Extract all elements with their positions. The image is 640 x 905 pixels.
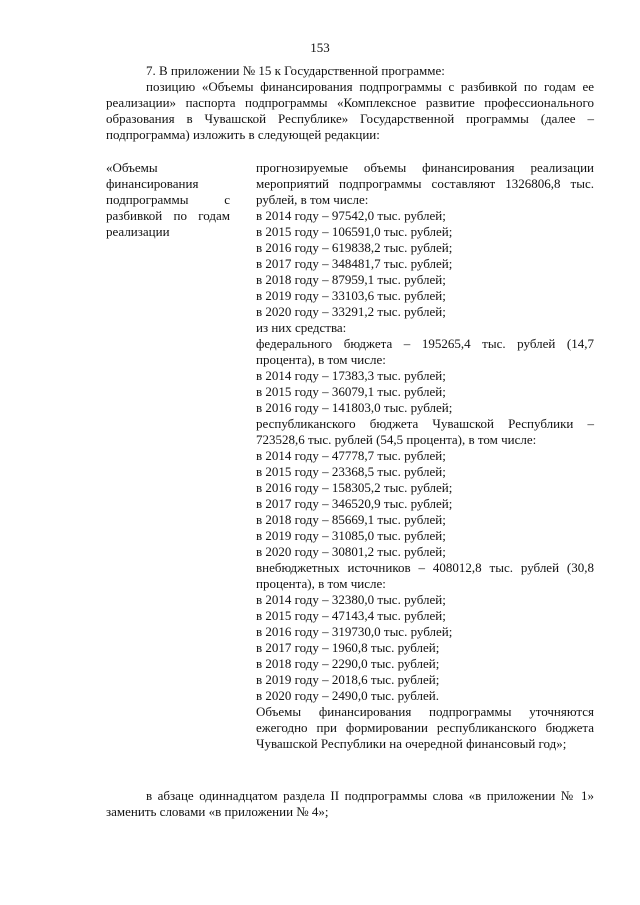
- offbudget-year-item: в 2016 году – 319730,0 тыс. рублей;: [256, 624, 453, 639]
- total-funding: прогнозируемые объемы финансирования реализации мероприятий подпрограммы составляют 1326806,8 тыс. рублей, в том числе:: [256, 160, 594, 207]
- total-year-item: в 2019 году – 33103,6 тыс. рублей;: [256, 288, 446, 303]
- republic-year-item: в 2019 году – 31085,0 тыс. рублей;: [256, 528, 446, 543]
- total-year-item: в 2017 году – 348481,7 тыс. рублей;: [256, 256, 453, 271]
- total-year-item: в 2016 году – 619838,2 тыс. рублей;: [256, 240, 453, 255]
- sources-label: из них средства:: [256, 320, 347, 335]
- intro-heading: 7. В приложении № 15 к Государственной программе:: [146, 63, 445, 78]
- republic-funding: республиканского бюджета Чувашской Республики – 723528,6 тыс. рублей (54,5 процента), в том числе:: [256, 416, 594, 447]
- intro-text: позицию «Объемы финансирования подпрограммы с разбивкой по годам ее реализации» паспорта подпрограммы «Комплексное развитие профессионального образования в Чувашской Республике» Государственной программы (далее – подпрограмма) изложить в следующей редакции:: [106, 79, 594, 142]
- total-year-item: в 2018 году – 87959,1 тыс. рублей;: [256, 272, 446, 287]
- closing-note: Объемы финансирования подпрограммы уточняются ежегодно при формировании республиканского бюджета Чувашской Республики на очередной финансовый год»;: [256, 704, 594, 751]
- republic-years-list: [256, 448, 594, 560]
- offbudget-year-item: в 2020 году – 2490,0 тыс. рублей.: [256, 688, 439, 703]
- footer-text: в абзаце одиннадцатом раздела II подпрограммы слова «в приложении № 1» заменить словами «в приложении № 4»;: [106, 788, 594, 819]
- offbudget-years-list: [256, 592, 594, 704]
- federal-year-item: в 2016 году – 141803,0 тыс. рублей;: [256, 400, 453, 415]
- federal-year-item: в 2015 году – 36079,1 тыс. рублей;: [256, 384, 446, 399]
- republic-year-item: в 2014 году – 47778,7 тыс. рублей;: [256, 448, 446, 463]
- page-number: 153: [310, 40, 330, 55]
- federal-year-item: в 2014 году – 17383,3 тыс. рублей;: [256, 368, 446, 383]
- republic-year-item: в 2018 году – 85669,1 тыс. рублей;: [256, 512, 446, 527]
- republic-year-item: в 2017 году – 346520,9 тыс. рублей;: [256, 496, 453, 511]
- footer-section: [106, 788, 594, 820]
- offbudget-year-item: в 2017 году – 1960,8 тыс. рублей;: [256, 640, 440, 655]
- left-cell: «Объемы финансирования подпрограммы с разбивкой по годам реализации: [106, 160, 230, 239]
- total-year-item: в 2014 году – 97542,0 тыс. рублей;: [256, 208, 446, 223]
- total-year-item: в 2015 году – 106591,0 тыс. рублей;: [256, 224, 453, 239]
- offbudget-year-item: в 2018 году – 2290,0 тыс. рублей;: [256, 656, 440, 671]
- republic-year-item: в 2020 году – 30801,2 тыс. рублей;: [256, 544, 446, 559]
- republic-year-item: в 2015 году – 23368,5 тыс. рублей;: [256, 464, 446, 479]
- offbudget-year-item: в 2015 году – 47143,4 тыс. рублей;: [256, 608, 446, 623]
- right-cell: [256, 160, 594, 752]
- total-year-item: в 2020 году – 33291,2 тыс. рублей;: [256, 304, 446, 319]
- federal-years-list: [256, 368, 594, 416]
- offbudget-year-item: в 2019 году – 2018,6 тыс. рублей;: [256, 672, 440, 687]
- total-years-list: [256, 208, 594, 320]
- republic-year-item: в 2016 году – 158305,2 тыс. рублей;: [256, 480, 453, 495]
- federal-funding: федерального бюджета – 195265,4 тыс. рублей (14,7 процента), в том числе:: [256, 336, 594, 367]
- offbudget-year-item: в 2014 году – 32380,0 тыс. рублей;: [256, 592, 446, 607]
- intro-section: [106, 63, 594, 143]
- offbudget-funding: внебюджетных источников – 408012,8 тыс. рублей (30,8 процента), в том числе:: [256, 560, 594, 591]
